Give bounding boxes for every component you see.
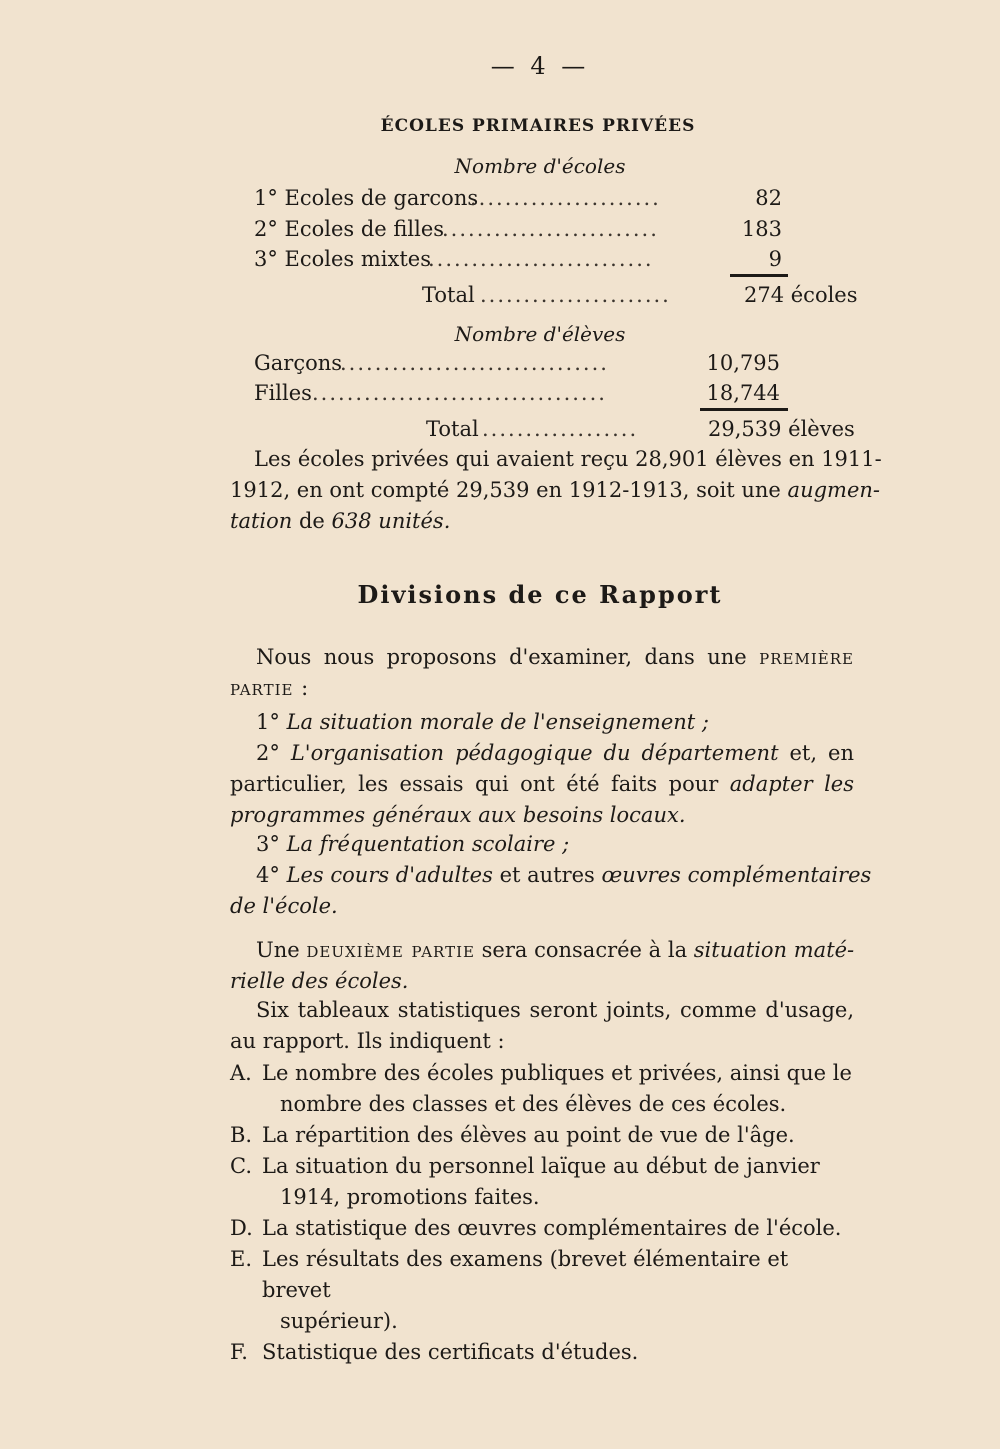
point-2: 2° L'organisation pédagogique du département et, en particulier, les essais qui ont été faits pour adapter les programmes généraux aux besoins locaux. <box>230 741 854 827</box>
schools-total-value: 274 écoles <box>744 283 858 307</box>
point-3: 3° La fréquentation scolaire ; <box>256 832 570 856</box>
point-1: 1° La situation morale de l'enseignement ; <box>256 710 709 734</box>
tables-list <box>230 1058 854 1368</box>
list-item: A. Le nombre des écoles publiques et privées, ainsi que le nombre des classes et des élèves de ces écoles. <box>230 1061 852 1116</box>
schools-total-label: Total <box>422 283 475 307</box>
pupils-total-value: 29,539 élèves <box>708 417 855 441</box>
pupils-total-label: Total <box>426 417 479 441</box>
pupils-row-value: 10,795 <box>706 351 780 375</box>
list-item: F. Statistique des certificats d'études. <box>230 1340 639 1364</box>
summary-line: 1912, en ont compté 29,539 en 1912-1913, soit une augmen- <box>230 478 880 502</box>
tables-paragraph: Six tableaux statistiques seront joints, comme d'usage, au rapport. Ils indiquent : <box>230 998 854 1053</box>
schools-row-label: 3° Ecoles mixtes <box>254 247 431 271</box>
schools-row-label: 1° Ecoles de garcons <box>254 186 479 210</box>
pupils-row-label: Filles <box>254 381 312 405</box>
list-item: C. La situation du personnel laïque au début de janvier 1914, promotions faites. <box>230 1154 820 1209</box>
summary-paragraph <box>230 444 882 537</box>
page-number: — 4 — <box>490 52 590 80</box>
subheading-pupils: Nombre d'élèves <box>454 322 626 346</box>
leader-dots: ......................... <box>442 217 659 241</box>
divisions-title: Divisions de ce Rapport <box>357 580 723 609</box>
leader-dots: .......................... <box>428 247 654 271</box>
summary-line: Les écoles privées qui avaient reçu 28,901 élèves en 1911- <box>254 447 882 471</box>
pupils-row-label: Garçons <box>254 351 343 375</box>
point-4: 4° Les cours d'adultes et autres œuvres complémentaires de l'école. <box>230 863 872 918</box>
leader-dots: .................. <box>482 417 639 441</box>
section-heading-private-schools: ÉCOLES PRIMAIRES PRIVÉES <box>380 116 696 136</box>
schools-row-label: 2° Ecoles de filles <box>254 217 445 241</box>
schools-row-value: 82 <box>755 186 782 210</box>
subheading-schools: Nombre d'écoles <box>454 154 626 178</box>
schools-row-value: 9 <box>768 247 782 271</box>
pupils-row-value: 18,744 <box>706 381 780 405</box>
schools-row-value: 183 <box>741 217 782 241</box>
list-item: B. La répartition des élèves au point de vue de l'âge. <box>230 1123 795 1147</box>
leader-dots: .................................. <box>312 381 607 405</box>
list-item: D. La statistique des œuvres complémentaires de l'école. <box>230 1216 842 1240</box>
total-rule <box>730 274 788 277</box>
second-part-paragraph: Une deuxième partie sera consacrée à la situation maté- rielle des écoles. <box>230 938 855 993</box>
summary-line: tation de 638 unités. <box>230 509 451 533</box>
intro-paragraph: Nous nous proposons d'examiner, dans une première partie : <box>230 645 854 700</box>
leader-dots: ............................... <box>340 351 609 375</box>
total-rule <box>700 408 788 411</box>
leader-dots: ...................... <box>470 186 661 210</box>
list-item: E. Les résultats des examens (brevet élémentaire et brevet supérieur). <box>230 1247 789 1333</box>
leader-dots: ...................... <box>480 283 671 307</box>
